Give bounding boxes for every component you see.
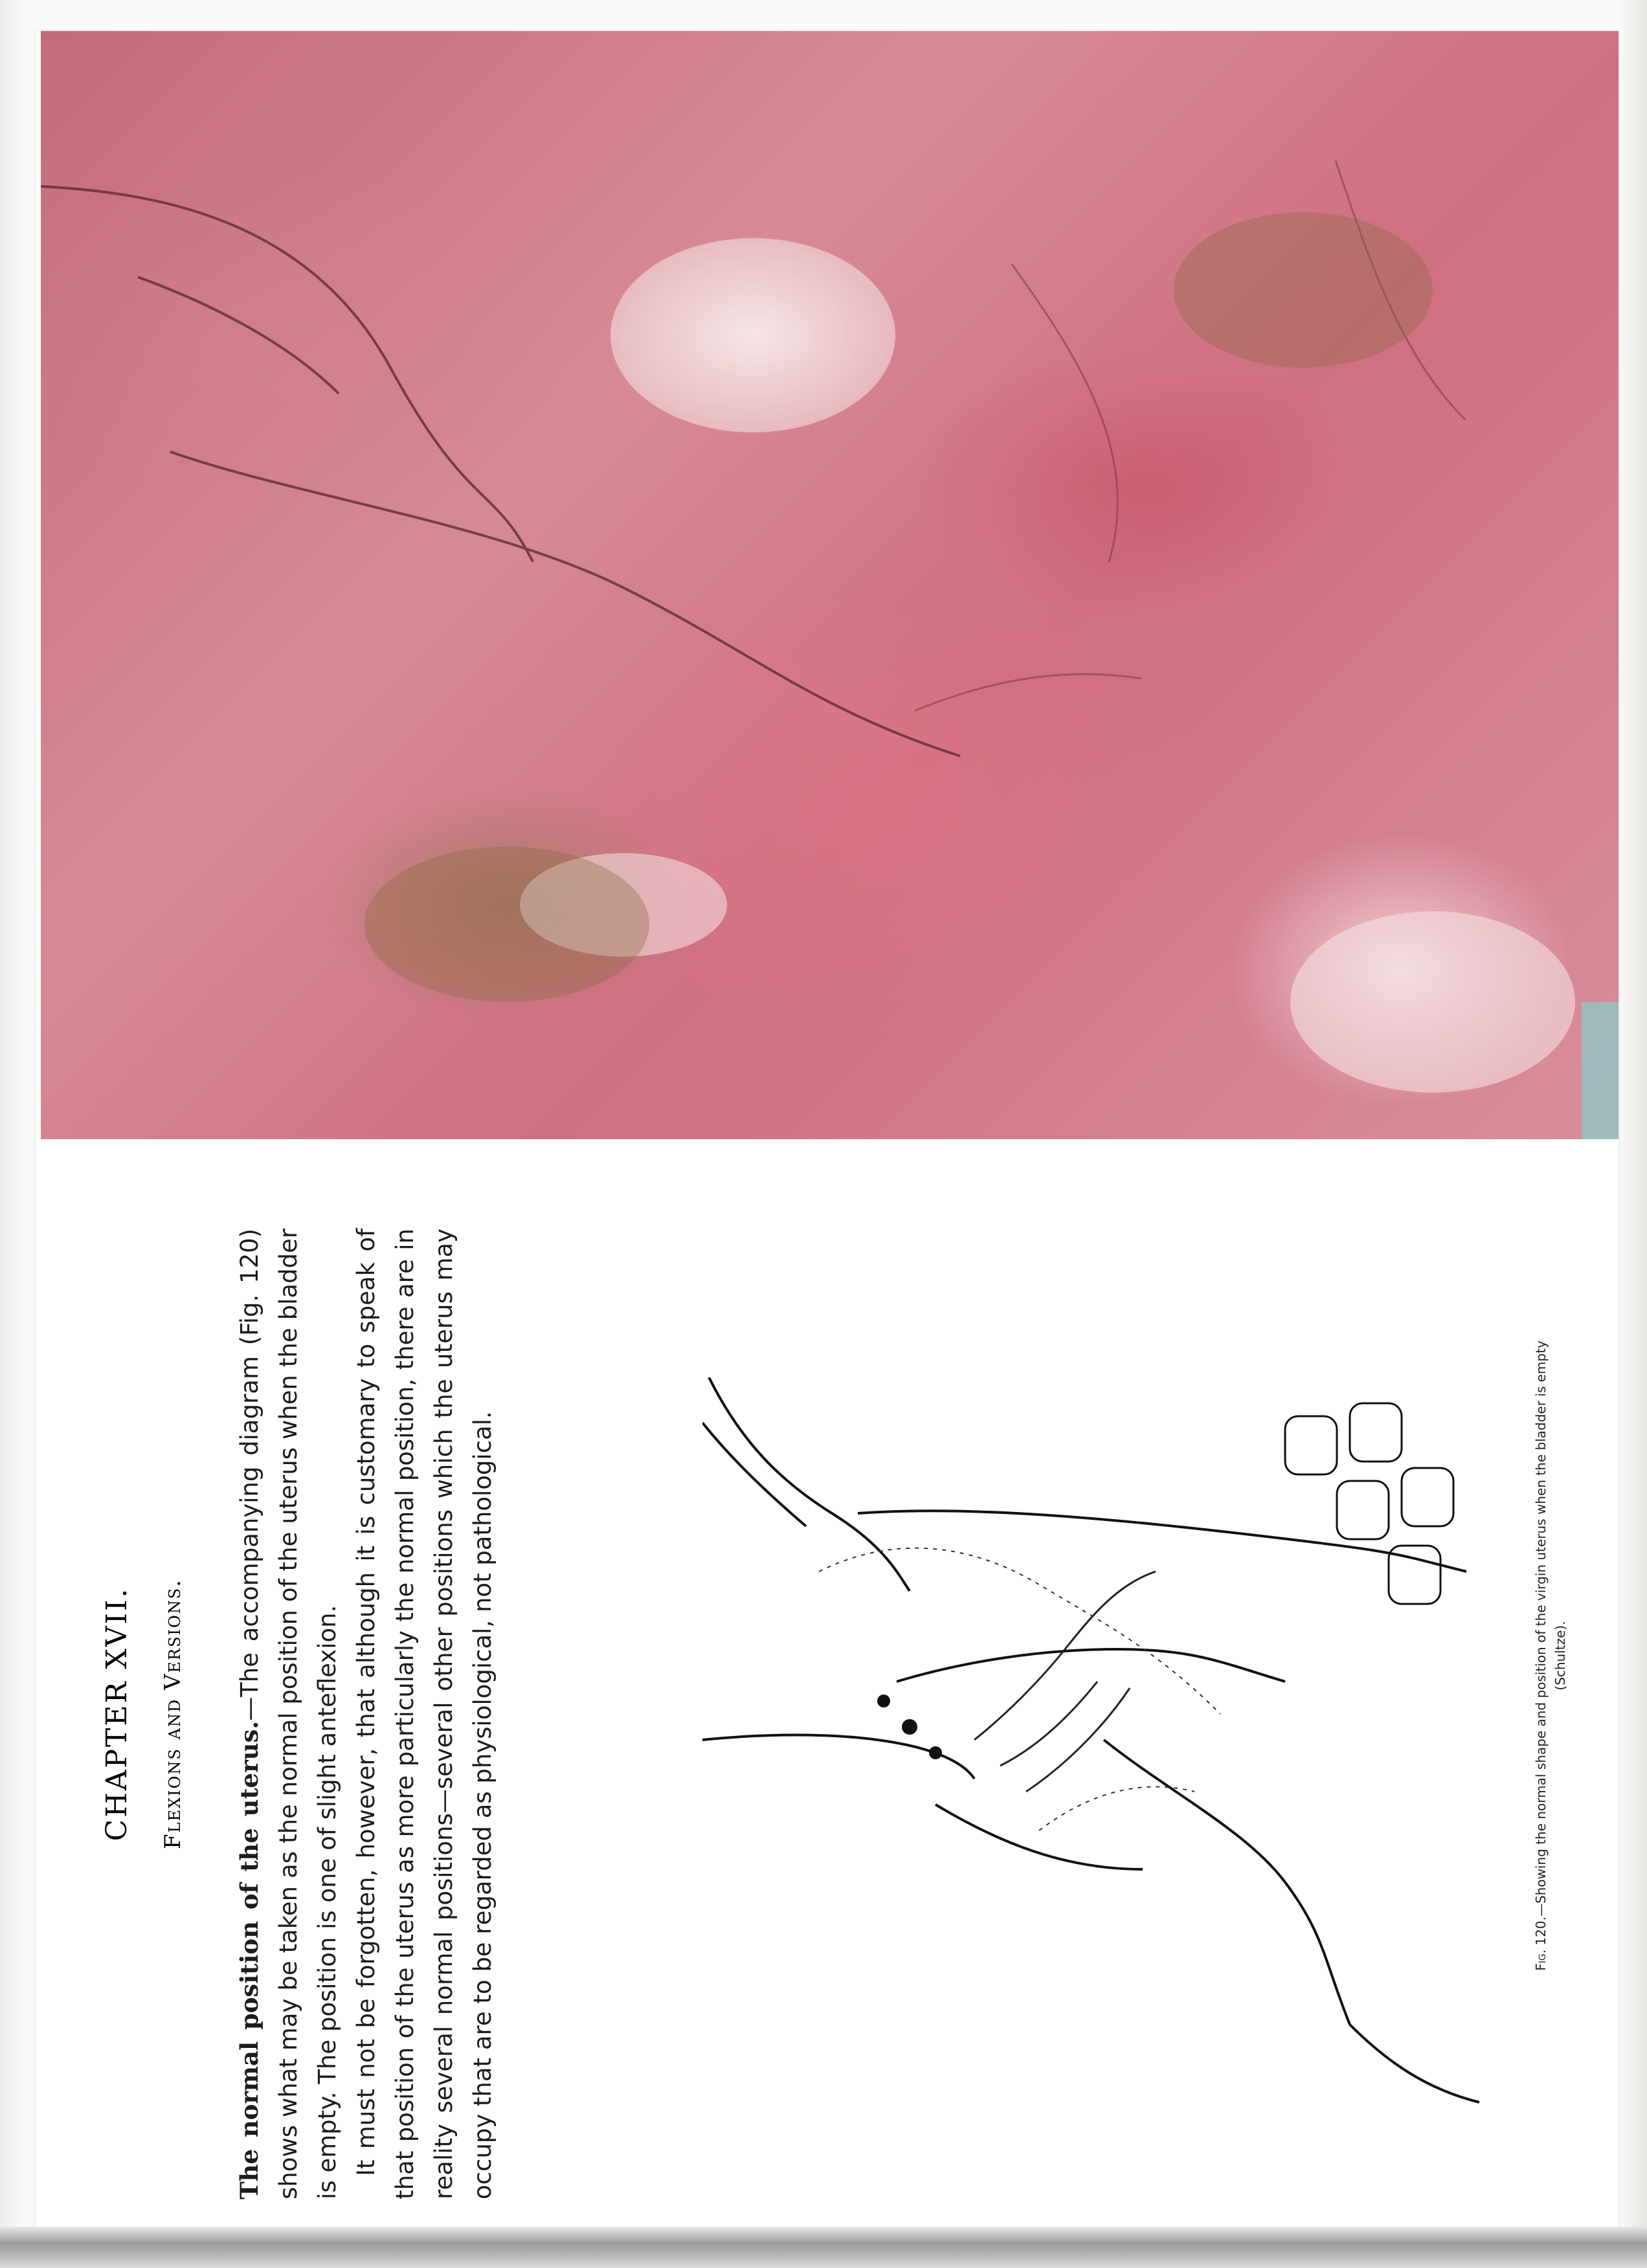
caption-text: —Showing the normal shape and position of the virgin uterus when the bladder is empty (Schultze). <box>1533 1340 1568 1917</box>
scan-bottom-edge <box>0 2227 1647 2268</box>
chapter-subtitle: Flexions and Versions. <box>160 1579 186 1849</box>
color-plate-photograph <box>41 31 1619 1139</box>
anatomical-diagram-icon <box>702 1377 1544 2115</box>
chapter-body <box>230 1228 502 2199</box>
rotated-text-page <box>100 1216 748 2199</box>
caption-label: Fig. 120. <box>1533 1917 1549 1971</box>
paragraph-1-body: —The accompanying diagram (Fig. 120) shows what may be taken as the normal position of the uterus when the bladder is empty. The position is one of slight anteflexion. <box>236 1228 341 2199</box>
paragraph-1 <box>230 1228 347 2199</box>
photograph-icon <box>41 31 1619 1139</box>
figure-120-diagram <box>702 1377 1544 2115</box>
paragraph-1-lead: The normal position of the uterus. <box>235 1720 263 2199</box>
paragraph-2: It must not be forgotten, however, that although it is customary to speak of that position of the uterus as more particularly the normal position, there are in reality several normal positions—several other positions which the uterus may occupy that are to be regarded as physiological, not pathological. <box>352 1228 497 2199</box>
figure-caption <box>1531 1332 1583 1979</box>
book-spread <box>36 31 1619 2232</box>
chapter-heading: CHAPTER XVII. <box>100 1586 133 1841</box>
